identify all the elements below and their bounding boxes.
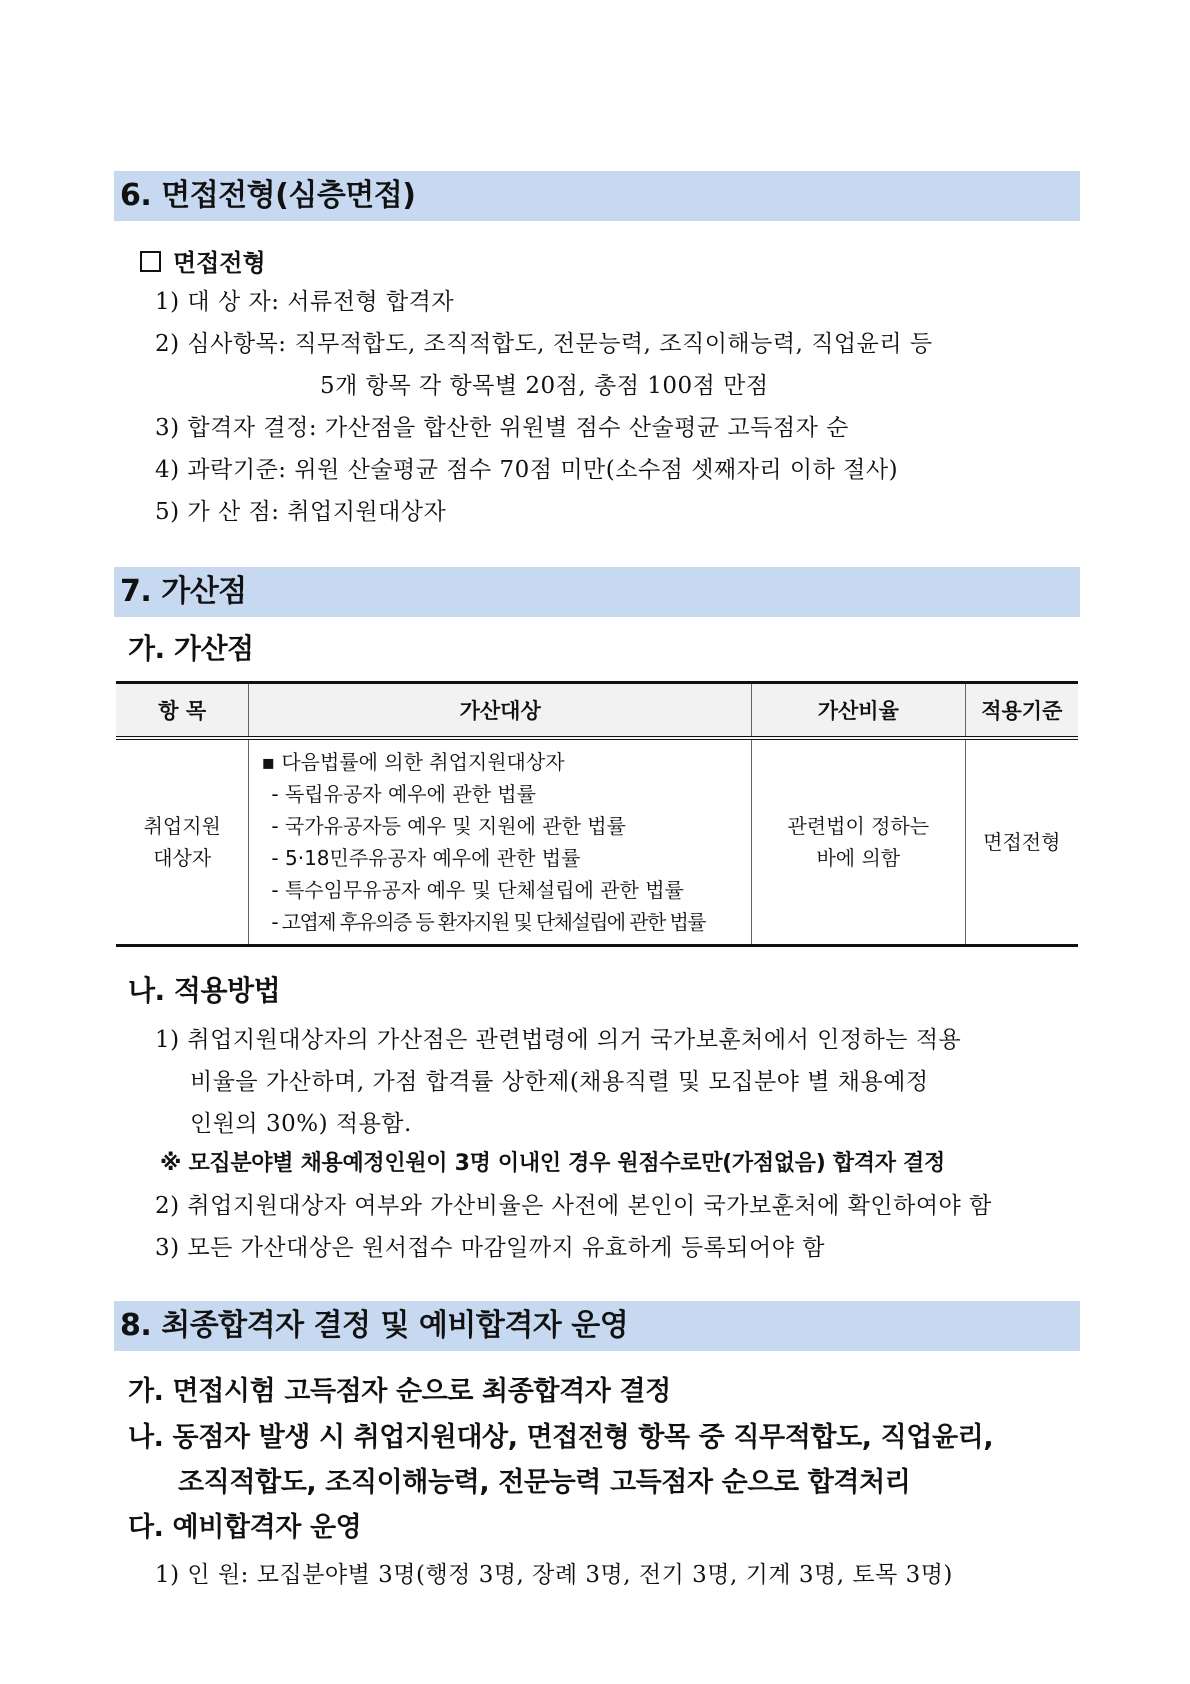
section-6-header: 6. 면접전형(심층면접) xyxy=(114,171,1080,221)
sec6-item-3: 3) 합격자 결정: 가산점을 합산한 위원별 점수 산술평균 고득점자 순 xyxy=(155,415,849,441)
target-law-2: - 국가유공자등 예우 및 지원에 관한 법률 xyxy=(271,814,626,838)
cell-ratio-line1: 관련법이 정하는 xyxy=(787,814,930,838)
header-item: 항 목 xyxy=(116,683,249,739)
header-ratio: 가산비율 xyxy=(751,683,965,739)
section-7-header: 7. 가산점 xyxy=(114,567,1080,617)
method-1-cont-b: 인원의 30%) 적용함. xyxy=(190,1111,412,1137)
bonus-table xyxy=(116,681,1078,947)
table-row xyxy=(116,738,1078,946)
sec6-item-1: 1) 대 상 자: 서류전형 합격자 xyxy=(155,289,455,315)
method-1-cont-a: 비율을 가산하며, 가점 합격률 상한제(채용직렬 및 모집분야 별 채용예정 xyxy=(190,1069,929,1095)
method-3: 3) 모든 가산대상은 원서접수 마감일까지 유효하게 등록되어야 함 xyxy=(155,1235,825,1261)
target-law-1: - 독립유공자 예우에 관한 법률 xyxy=(271,782,536,806)
sec8-line-c: 다. 예비합격자 운영 xyxy=(128,1512,362,1543)
cell-item-line1: 취업지원 xyxy=(143,814,221,838)
sec7-sub-a: 가. 가산점 xyxy=(128,632,254,665)
sec6-item-4: 4) 과락기준: 위원 산술평균 점수 70점 미만(소수점 셋째자리 이하 절사) xyxy=(155,457,899,483)
header-criteria: 적용기준 xyxy=(965,683,1078,739)
cell-targets xyxy=(249,738,752,946)
sec8-line-a: 가. 면접시험 고득점자 순으로 최종합격자 결정 xyxy=(128,1376,671,1407)
sec6-item-2: 2) 심사항목: 직무적합도, 조직적합도, 전문능력, 조직이해능력, 직업윤리 등 xyxy=(155,331,933,357)
sec8-line-b: 나. 동점자 발생 시 취업지원대상, 면접전형 항목 중 직무적합도, 직업윤리, xyxy=(128,1422,994,1453)
target-law-5: - 고엽제 후유의증 등 환자지원 및 단체설립에 관한 법률 xyxy=(271,910,705,934)
interview-box-title xyxy=(140,243,266,278)
sec8-line-b-cont: 조직적합도, 조직이해능력, 전문능력 고득점자 순으로 합격처리 xyxy=(178,1467,911,1498)
cell-item xyxy=(116,738,249,946)
method-1: 1) 취업지원대상자의 가산점은 관련법령에 의거 국가보훈처에서 인정하는 적용 xyxy=(155,1027,962,1053)
target-law-4: - 특수임무유공자 예우 및 단체설립에 관한 법률 xyxy=(271,878,684,902)
target-lead: ▪ 다음법률에 의한 취업지원대상자 xyxy=(261,750,565,774)
sec8-reserve-count: 1) 인 원: 모집분야별 3명(행정 3명, 장례 3명, 전기 3명, 기계 3명, 토목 3명) xyxy=(155,1562,953,1588)
sec7-sub-b: 나. 적용방법 xyxy=(128,974,281,1007)
method-2: 2) 취업지원대상자 여부와 가산비율은 사전에 본인이 국가보훈처에 확인하여야 함 xyxy=(155,1193,992,1219)
section-8-header: 8. 최종합격자 결정 및 예비합격자 운영 xyxy=(114,1301,1080,1351)
header-target: 가산대상 xyxy=(249,683,752,739)
method-note: ※ 모집분야별 채용예정인원이 3명 이내인 경우 원점수로만(가점없음) 합격자 결정 xyxy=(160,1151,945,1176)
cell-criteria: 면접전형 xyxy=(965,738,1078,946)
checkbox-square-icon xyxy=(140,251,161,272)
interview-box-title-text: 면접전형 xyxy=(173,248,266,277)
table-header-row xyxy=(116,683,1078,739)
cell-ratio xyxy=(751,738,965,946)
target-law-3: - 5·18민주유공자 예우에 관한 법률 xyxy=(271,846,581,870)
sec6-item-5: 5) 가 산 점: 취업지원대상자 xyxy=(155,499,447,525)
sec6-item-2-cont: 5개 항목 각 항목별 20점, 총점 100점 만점 xyxy=(320,373,769,399)
cell-item-line2: 대상자 xyxy=(153,846,212,870)
cell-ratio-line2: 바에 의함 xyxy=(816,846,901,870)
